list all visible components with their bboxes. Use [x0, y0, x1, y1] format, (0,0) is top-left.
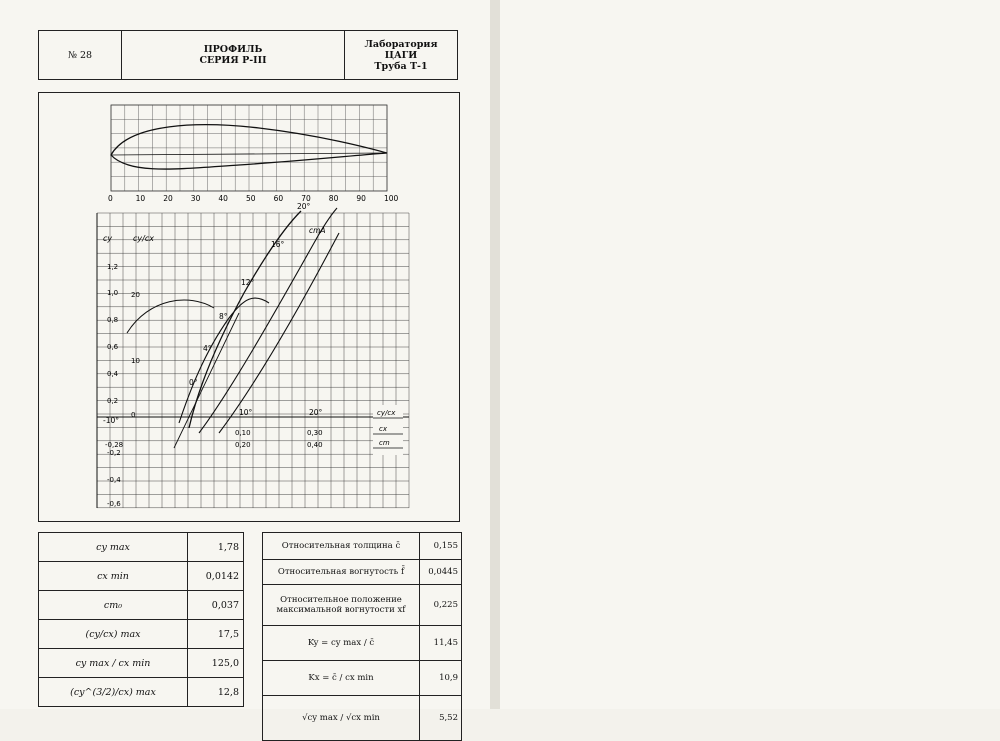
- profile-title-line2: СЕРИЯ Р-III: [199, 55, 267, 66]
- left-header-table: [38, 30, 458, 80]
- geom-row: [263, 533, 462, 560]
- figure-svg: [39, 93, 459, 521]
- coef-row: [39, 620, 244, 649]
- cma-label: cmA: [309, 226, 326, 235]
- geom-row: [263, 661, 462, 696]
- polar-y-tick: -0,2: [107, 449, 121, 457]
- angle-8-label: 8°: [219, 312, 228, 321]
- geom-value: 0,155: [420, 533, 462, 560]
- geom-value: 11,45: [420, 626, 462, 661]
- profile-x-tick: 50: [246, 194, 256, 203]
- geom-label: Относительная вогнутость f̄: [263, 560, 420, 585]
- cx-tick-3: 0,30: [307, 429, 323, 437]
- polar-y-tick: -0,6: [107, 500, 121, 508]
- geom-label: Относительное положение максимальной вогнутости xf: [263, 585, 420, 626]
- coef-label: (cy/cx) max: [39, 620, 188, 649]
- coef-row: [39, 533, 244, 562]
- coef-label: (cy^(3/2)/cx) max: [39, 678, 188, 707]
- coef-row: [39, 678, 244, 707]
- coef-label: cy max: [39, 533, 188, 562]
- book-gutter: [490, 0, 500, 709]
- lab-line2: ЦАГИ: [384, 49, 418, 61]
- profile-x-tick: 40: [218, 194, 228, 203]
- figure-box: [38, 92, 460, 522]
- profile-title: [122, 31, 345, 80]
- polar-plot: [97, 202, 409, 508]
- polar-y-tick: 1,0: [107, 289, 119, 297]
- geom-label: Относительная толщина c̄: [263, 533, 420, 560]
- pos20-label: 20°: [309, 408, 323, 417]
- right-page: [500, 0, 1000, 709]
- polar-y2-tick: 0: [131, 411, 136, 419]
- geom-row: [263, 696, 462, 741]
- polar-y-tick: 0,8: [107, 316, 119, 324]
- profile-x-tick: 70: [301, 194, 311, 203]
- geometry-table: [262, 532, 462, 741]
- profile-plot: [108, 105, 399, 203]
- legend-cx: cx: [379, 425, 387, 433]
- coef-value: 1,78: [188, 533, 244, 562]
- profile-x-tick: 20: [163, 194, 173, 203]
- profile-x-tick: 100: [384, 194, 399, 203]
- geom-row: [263, 560, 462, 585]
- lab-line3: Труба Т-1: [374, 60, 428, 72]
- geom-label: Ky = cy max / c̄: [263, 626, 420, 661]
- polar-y-tick: -0,4: [107, 476, 121, 484]
- geom-value: 0,0445: [420, 560, 462, 585]
- coef-row: [39, 591, 244, 620]
- angle-4-label: 4°: [203, 344, 212, 353]
- legend-cm: cm: [379, 439, 390, 447]
- cy-label: cy: [103, 234, 113, 243]
- coef-value: 0,0142: [188, 562, 244, 591]
- cx-tick-2: 0,20: [235, 441, 251, 449]
- coefficient-table: [38, 532, 244, 707]
- lab-info: [345, 31, 458, 80]
- coef-value: 125,0: [188, 649, 244, 678]
- profile-title-line1: ПРОФИЛЬ: [203, 44, 263, 55]
- angle-20-label: 20°: [297, 202, 311, 211]
- coef-label: cx min: [39, 562, 188, 591]
- legend-cycx: cy/cx: [377, 409, 396, 417]
- angle-0-label: 0°: [189, 378, 198, 387]
- polar-y-tick: 0,2: [107, 397, 119, 405]
- profile-x-tick: 0: [108, 194, 113, 203]
- profile-number: № 28: [39, 31, 122, 80]
- pos10-label: 10°: [239, 408, 253, 417]
- profile-x-tick: 10: [135, 194, 146, 203]
- geom-value: 0,225: [420, 585, 462, 626]
- profile-x-tick: 80: [328, 194, 339, 203]
- profile-x-tick: 60: [273, 194, 284, 203]
- polar-neg-label: -0,28: [105, 441, 124, 449]
- geom-row: [263, 626, 462, 661]
- coef-label: cm₀: [39, 591, 188, 620]
- neg-alpha-label: -10°: [103, 416, 119, 425]
- profile-x-tick: 30: [190, 194, 201, 203]
- geom-value: 10,9: [420, 661, 462, 696]
- polar-y-tick: 0,6: [107, 343, 119, 351]
- angle-12-label: 12°: [241, 278, 255, 287]
- cm-line: [174, 313, 239, 448]
- geom-row: [263, 585, 462, 626]
- coef-value: 0,037: [188, 591, 244, 620]
- polar-y2-tick: 20: [131, 291, 140, 299]
- geom-label: Kx = c̄ / cx min: [263, 661, 420, 696]
- coef-row: [39, 562, 244, 591]
- lab-line1: Лаборатория: [364, 38, 438, 50]
- geom-value: 5,52: [420, 696, 462, 741]
- coef-value: 17,5: [188, 620, 244, 649]
- coef-value: 12,8: [188, 678, 244, 707]
- coef-label: cy max / cx min: [39, 649, 188, 678]
- cycx-label: cy/cx: [133, 234, 154, 243]
- profile-x-tick: 90: [356, 194, 366, 203]
- angle-16-label: 16°: [271, 240, 285, 249]
- coef-row: [39, 649, 244, 678]
- polar-y-tick: 1,2: [107, 263, 119, 271]
- left-page: [0, 0, 490, 723]
- cx-tick-1: 0,10: [235, 429, 251, 437]
- cx-tick-4: 0,40: [307, 441, 323, 449]
- polar-y2-tick: 10: [131, 357, 140, 365]
- polar-y-tick: 0,4: [107, 370, 119, 378]
- geom-label: √cy max / √cx min: [263, 696, 420, 741]
